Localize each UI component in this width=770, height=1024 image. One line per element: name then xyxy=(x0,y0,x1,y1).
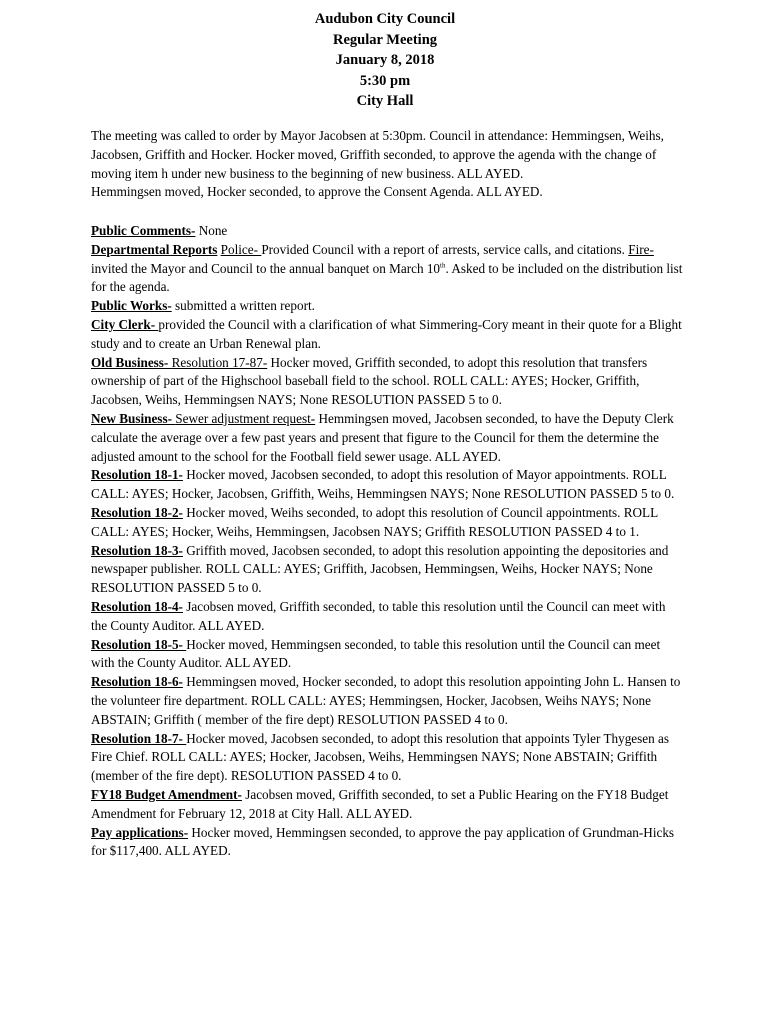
item-text: Hemmingsen moved, Hocker seconded, to adopt this resolution appointing John L. Hansen to the volunteer fire department. ROLL CALL: AYES; Hemmingsen, Hocker, Jacobsen, Weihs NAYS; None ABSTAIN; Griffith ( member of the fire dept) RESOLUTION PASSED 4 to 0. xyxy=(91,674,681,727)
sub-item-label: Sewer adjustment request- xyxy=(175,410,316,426)
old-business-item xyxy=(91,354,683,410)
item-heading: Pay applications- xyxy=(91,824,189,840)
fire-date-superscript: th xyxy=(440,261,446,270)
item-heading: Resolution 18-5- xyxy=(91,636,187,652)
item-text: Hocker moved, Jacobsen seconded, to adopt this resolution of Mayor appointments. ROLL CALL: AYES; Hocker, Jacobsen, Griffith, Weihs, Hemmingsen NAYS; None RESOLUTION PASSED 5 to 0. xyxy=(91,467,675,502)
item-text: provided the Council with a clarification of what Simmering-Cory meant in their quote for a Blight study and to create an Urban Renewal plan. xyxy=(91,316,682,351)
item-heading: Resolution 18-2- xyxy=(91,504,183,520)
fire-label: Fire- xyxy=(628,241,654,257)
item-heading: Resolution 18-7- xyxy=(91,730,187,746)
resolution-18-1-item xyxy=(91,466,683,504)
item-text: None xyxy=(195,223,228,238)
item-heading: Public Works- xyxy=(91,298,172,314)
item-text: Hocker moved, Weihs seconded, to adopt this resolution of Council appointments. ROLL CALL: AYES; Hocker, Weihs, Hemmingsen, Jacobsen NAYS; Griffith RESOLUTION PASSED 4 to 1. xyxy=(91,504,658,539)
item-heading: Resolution 18-6- xyxy=(91,674,183,690)
intro-section xyxy=(91,127,683,202)
item-text: Jacobsen moved, Griffith seconded, to set a Public Hearing on the FY18 Budget Amendment for February 12, 2018 at City Hall. ALL AYED. xyxy=(91,786,669,821)
consent-agenda-paragraph: Hemmingsen moved, Hocker seconded, to approve the Consent Agenda. ALL AYED. xyxy=(91,184,543,200)
public-comments-item xyxy=(91,222,683,241)
resolution-18-6-item xyxy=(91,673,683,729)
item-text: Hocker moved, Hemmingsen seconded, to table this resolution until the Council can meet with the County Auditor. ALL AYED. xyxy=(91,636,661,671)
meeting-header xyxy=(0,9,770,112)
item-heading: FY18 Budget Amendment- xyxy=(91,786,242,802)
meeting-location: City Hall xyxy=(356,93,414,109)
police-text: Provided Council with a report of arrests, service calls, and citations. xyxy=(261,241,625,257)
departmental-reports-item xyxy=(91,241,683,297)
item-text: Hocker moved, Jacobsen seconded, to adopt this resolution that appoints Tyler Thygesen as Fire Chief. ROLL CALL: AYES; Hocker, Jacobsen, Weihs, Hemmingsen NAYS; None ABSTAIN; Griffith (member of the fire dept). RESOLUTION PASSED 4 to 0. xyxy=(91,730,670,784)
item-text: Hemmingsen moved, Jacobsen seconded, to have the Deputy Clerk calculate the average over a few past years and present that figure to the Council for them the determine the adjusted amount to the school for the Football field sewer usage. ALL AYED. xyxy=(91,410,674,464)
resolution-18-4-item xyxy=(91,598,683,636)
new-business-item xyxy=(91,410,683,466)
item-heading: Old Business- xyxy=(91,354,172,370)
resolution-18-3-item xyxy=(91,542,683,598)
item-text: Hocker moved, Hemmingsen seconded, to approve the pay application of Grundman-Hicks for $117,400. ALL AYED. xyxy=(91,824,675,859)
fire-text: invited the Mayor and Council to the annual banquet on March 10 xyxy=(91,260,441,276)
call-to-order-paragraph: The meeting was called to order by Mayor Jacobsen at 5:30pm. Council in attendance: Hemmingsen, Weihs, Jacobsen, Griffith and Hocker. Hocker moved, Griffith seconded, to approve the agenda with the change of moving item h under new business to the beginning of new business. ALL AYED. xyxy=(91,128,664,181)
item-heading: Departmental Reports xyxy=(91,241,218,257)
item-text: Hocker moved, Griffith seconded, to adopt this resolution that transfers ownership of part of the Highschool baseball field to the school. ROLL CALL: AYES; Hocker, Griffith, Jacobsen, Weihs, Hemmingsen NAYS; None RESOLUTION PASSED 5 to 0. xyxy=(91,354,648,408)
meeting-type: Regular Meeting xyxy=(332,31,438,48)
meeting-date: January 8, 2018 xyxy=(335,52,435,68)
item-text: Jacobsen moved, Griffith seconded, to table this resolution until the Council can meet with the County Auditor. ALL AYED. xyxy=(91,598,666,633)
sub-item-label: Resolution 17-87- xyxy=(171,354,268,370)
council-name: Audubon City Council xyxy=(314,11,456,27)
city-clerk-item xyxy=(91,316,683,354)
public-works-item xyxy=(91,297,683,316)
item-heading: Resolution 18-3- xyxy=(91,542,183,558)
fire-text-continued: . Asked to be included on the distribution list for the agenda. xyxy=(91,260,683,295)
pay-applications-item xyxy=(91,824,683,862)
item-heading: Resolution 18-1- xyxy=(91,467,183,483)
resolution-18-5-item xyxy=(91,636,683,674)
police-label: Police- xyxy=(220,241,262,257)
item-heading: New Business- xyxy=(91,410,176,426)
meeting-time: 5:30 pm xyxy=(359,72,411,89)
item-text: submitted a written report. xyxy=(171,298,315,314)
item-heading: City Clerk- xyxy=(91,316,159,332)
minutes-items xyxy=(91,222,683,861)
fy18-budget-amendment-item xyxy=(91,786,683,824)
resolution-18-7-item xyxy=(91,730,683,786)
item-text: Griffith moved, Jacobsen seconded, to adopt this resolution appointing the depositories and newspaper publisher. ROLL CALL: AYES; Griffith, Jacobsen, Hemmingsen, Weihs, Hocker NAYS; None RESOLUTION PASSED 5 to 0. xyxy=(91,542,669,596)
item-heading: Public Comments- xyxy=(91,223,196,238)
item-heading: Resolution 18-4- xyxy=(91,598,183,614)
resolution-18-2-item xyxy=(91,504,683,542)
